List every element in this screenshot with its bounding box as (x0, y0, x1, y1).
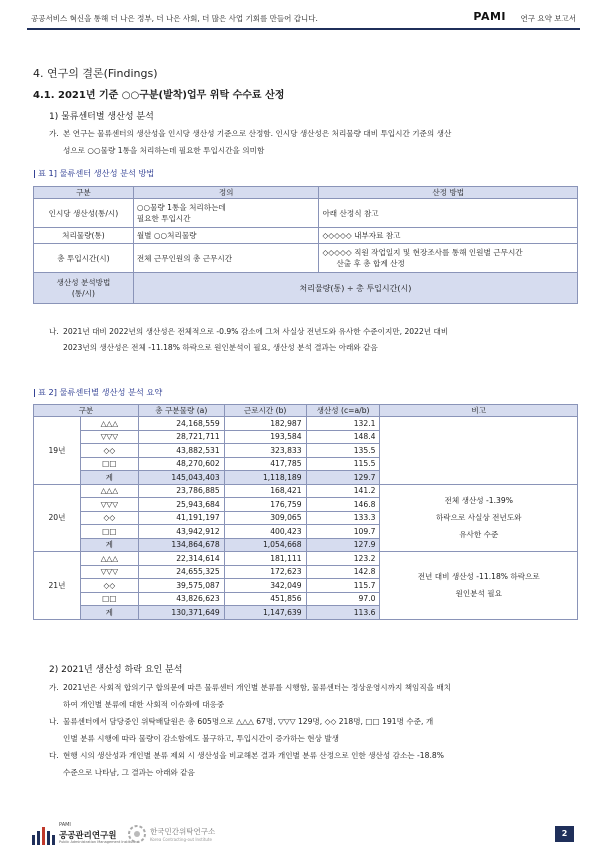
method-line: 산출 후 총 합계 산정 (336, 259, 405, 268)
list-marker: 다. (49, 751, 59, 760)
header-subtitle: 연구 요약 보고서 (520, 14, 576, 23)
row-definition: 월별 ○○처리물량 (133, 228, 319, 244)
formula-row (34, 273, 578, 304)
table-row (34, 228, 578, 244)
column-header: 정의 (133, 187, 319, 199)
center-cell: □□ (80, 457, 138, 471)
center-cell: ◇◇ (80, 511, 138, 525)
hours-cell: 342,049 (224, 579, 306, 593)
formula-value: 처리물량(통) ÷ 총 투입시간(시) (133, 273, 577, 304)
formula-label (34, 273, 134, 304)
note-cell (380, 417, 578, 485)
productivity-cell: 115.7 (306, 579, 380, 593)
center-cell: △△△ (80, 417, 138, 431)
paragraph-line: 2021년은 사회적 합의기구 합의문에 따른 물류센터 개인별 분류를 시행함, 물류센터는 정상운영시까지 책임직을 배치 (63, 683, 452, 692)
list-marker: 나. (49, 327, 59, 336)
note-line: 유사한 수준 (459, 530, 499, 540)
center-cell: △△△ (80, 552, 138, 566)
productivity-cell: 141.2 (306, 484, 380, 498)
hours-cell: 1,118,189 (224, 471, 306, 485)
caption-text: 표 2] 물류센터별 생산성 분석 요약 (38, 387, 163, 397)
productivity-cell: 113.6 (306, 606, 380, 620)
paragraph-ga-2 (49, 680, 579, 712)
paragraph-ga (49, 126, 579, 158)
paragraph-line: 현행 시의 생산성과 개인별 분류 제외 시 생산성을 비교해본 결과 개인별 분류 산정으로 인한 생산성 감소는 -18.8% (63, 751, 444, 760)
volume-cell: 130,371,649 (138, 606, 224, 620)
table-row (34, 484, 578, 498)
subsection-heading: 4.1. 2021년 기준 ○○구분(발착)업무 위탁 수수료 산정 (33, 90, 285, 101)
logo-english: Korea Contracting-out Institute (150, 837, 212, 842)
center-cell: △△△ (80, 484, 138, 498)
column-header: 총 구분물량 (a) (138, 405, 224, 417)
page-number: 2 (555, 826, 574, 842)
paragraph-na-2 (49, 714, 579, 746)
hours-cell: 1,147,639 (224, 606, 306, 620)
row-method: ◇◇◇◇◇ 내부자료 참고 (319, 228, 578, 244)
productivity-cell: 97.0 (306, 592, 380, 606)
productivity-cell: 129.7 (306, 471, 380, 485)
center-cell: ◇◇ (80, 579, 138, 593)
note-line: 하락으로 사실상 전년도와 (435, 513, 522, 523)
volume-cell: 41,191,197 (138, 511, 224, 525)
hours-cell: 168,421 (224, 484, 306, 498)
note-line: 전년 대비 생산성 -11.18% 하락으로 (417, 572, 540, 582)
center-cell: ▽▽▽ (80, 498, 138, 512)
row-method (319, 244, 578, 273)
volume-cell: 28,721,711 (138, 430, 224, 444)
hours-cell: 172,623 (224, 565, 306, 579)
table-row (34, 199, 578, 228)
productivity-cell: 135.5 (306, 444, 380, 458)
hours-cell: 417,785 (224, 457, 306, 471)
definition-line: 필요한 투입시간 (136, 214, 191, 223)
volume-cell: 145,043,403 (138, 471, 224, 485)
volume-cell: 24,655,325 (138, 565, 224, 579)
logo-name: 한국민간위탁연구소 (150, 827, 216, 836)
logo-name: 공공관리연구원 (59, 831, 117, 841)
row-label: 인시당 생산성(통/시) (34, 199, 134, 228)
center-cell: ▽▽▽ (80, 565, 138, 579)
section-1-title: 1) 물류센터별 생산성 분석 (49, 112, 154, 122)
definition-line: ○○물량 1통을 처리하는데 (136, 203, 226, 212)
paragraph-da-2 (49, 748, 579, 780)
productivity-cell: 146.8 (306, 498, 380, 512)
center-cell: □□ (80, 592, 138, 606)
productivity-cell: 109.7 (306, 525, 380, 539)
hours-cell: 182,987 (224, 417, 306, 431)
year-cell: 20년 (34, 484, 81, 552)
productivity-cell: 148.4 (306, 430, 380, 444)
productivity-cell: 132.1 (306, 417, 380, 431)
header-divider (27, 28, 580, 30)
note-line: 전체 생산성 -1.39% (444, 496, 513, 506)
center-cell: ◇◇ (80, 444, 138, 458)
table-method (33, 186, 578, 304)
year-cell: 19년 (34, 417, 81, 485)
formula-label-line: 생산성 분석방법 (56, 278, 111, 287)
column-header: 구분 (34, 187, 134, 199)
center-cell: 계 (80, 606, 138, 620)
hours-cell: 400,423 (224, 525, 306, 539)
table2-caption (33, 387, 162, 398)
hours-cell: 1,054,668 (224, 538, 306, 552)
paragraph-na (49, 324, 579, 356)
pami-bars-icon (32, 825, 56, 845)
caption-bar: | (33, 387, 36, 397)
hours-cell: 323,833 (224, 444, 306, 458)
footer-logo-pami (32, 822, 137, 846)
header-brand: PAMI (473, 10, 506, 23)
center-cell: 계 (80, 538, 138, 552)
note-line: 원인분석 필요 (455, 589, 502, 599)
volume-cell: 24,168,559 (138, 417, 224, 431)
table1-caption (33, 168, 154, 179)
paragraph-line: 2021년 대비 2022년의 생산성은 전체적으로 -0.9% 감소에 그쳐 사실상 전년도와 유사한 수준이지만, 2022년 대비 (63, 327, 449, 336)
method-line: ◇◇◇◇◇ 직원 작업일지 및 현장조사를 통해 인원별 근무시간 (322, 248, 523, 257)
volume-cell: 48,270,602 (138, 457, 224, 471)
caption-bar: | (33, 168, 36, 178)
caption-text: 표 1] 물류센터 생산성 분석 방법 (38, 168, 155, 178)
kci-emblem-icon (127, 824, 147, 844)
row-method: 아래 산정식 참고 (319, 199, 578, 228)
hours-cell: 309,065 (224, 511, 306, 525)
paragraph-line: 본 연구는 물류센터의 생산성을 인시당 생산성 기준으로 산정함. 인시당 생산성은 처리물량 대비 투입시간 기준의 생산 (63, 129, 452, 138)
paragraph-line: 하여 개인별 분류에 대한 사회적 이슈화에 대응중 (63, 700, 225, 709)
productivity-cell: 115.5 (306, 457, 380, 471)
section-2-title: 2) 2021년 생산성 하락 요인 분석 (49, 665, 183, 675)
hours-cell: 193,584 (224, 430, 306, 444)
table-productivity-summary (33, 404, 578, 620)
note-cell (380, 552, 578, 620)
paragraph-line: 성으로 ○○물량 1통을 처리하는데 필요한 투입시간을 의미함 (63, 146, 265, 155)
hours-cell: 451,856 (224, 592, 306, 606)
column-header: 산정 방법 (319, 187, 578, 199)
table-row (34, 244, 578, 273)
volume-cell: 43,942,912 (138, 525, 224, 539)
column-header: 구분 (34, 405, 139, 417)
volume-cell: 39,575,087 (138, 579, 224, 593)
list-marker: 나. (49, 717, 59, 726)
note-cell (380, 484, 578, 552)
logo-english: Public Administration Management Institute (59, 840, 136, 844)
productivity-cell: 133.3 (306, 511, 380, 525)
productivity-cell: 123.2 (306, 552, 380, 566)
paragraph-line: 물류센터에서 담당중인 위탁배달원은 총 605명으로 △△△ 67명, ▽▽▽ 129명, ◇◇ 218명, □□ 191명 수준, 개 (63, 717, 434, 726)
hours-cell: 181,111 (224, 552, 306, 566)
logo-small-text: PAMI (59, 822, 71, 828)
section-heading: 4. 연구의 결론(Findings) (33, 67, 158, 80)
volume-cell: 43,882,531 (138, 444, 224, 458)
column-header: 생산성 (c=a/b) (306, 405, 380, 417)
page-header (27, 9, 580, 27)
list-marker: 가. (49, 129, 59, 138)
row-definition (133, 199, 319, 228)
center-cell: 계 (80, 471, 138, 485)
row-definition: 전체 근무인원의 총 근무시간 (133, 244, 319, 273)
volume-cell: 23,786,885 (138, 484, 224, 498)
table-header-row (34, 187, 578, 199)
list-marker: 가. (49, 683, 59, 692)
header-slogan: 공공서비스 혁신을 통해 더 나은 정부, 더 나은 사회, 더 많은 사업 기회를 만들어 갑니다. (31, 14, 318, 23)
hours-cell: 176,759 (224, 498, 306, 512)
paragraph-line: 인별 분류 시행에 따라 물량이 감소함에도 불구하고, 투입시간이 증가하는 현상 발생 (63, 734, 339, 743)
volume-cell: 22,314,614 (138, 552, 224, 566)
column-header: 근로시간 (b) (224, 405, 306, 417)
paragraph-line: 2023년의 생산성은 전체 -11.18% 하락으로 원인분석이 필요, 생산성 분석 결과는 아래와 같음 (63, 343, 378, 352)
year-cell: 21년 (34, 552, 81, 620)
productivity-cell: 127.9 (306, 538, 380, 552)
paragraph-line: 수준으로 나타남, 그 결과는 아래와 같음 (63, 768, 195, 777)
productivity-cell: 142.8 (306, 565, 380, 579)
volume-cell: 43,826,623 (138, 592, 224, 606)
volume-cell: 134,864,678 (138, 538, 224, 552)
table-row (34, 417, 578, 431)
footer-logo-kci (127, 822, 267, 846)
center-cell: □□ (80, 525, 138, 539)
row-label: 처리물량(통) (34, 228, 134, 244)
column-header: 비고 (380, 405, 578, 417)
table-header-row (34, 405, 578, 417)
center-cell: ▽▽▽ (80, 430, 138, 444)
volume-cell: 25,943,684 (138, 498, 224, 512)
formula-label-line: (통/시) (71, 289, 95, 298)
table-row (34, 552, 578, 566)
row-label: 총 투입시간(시) (34, 244, 134, 273)
